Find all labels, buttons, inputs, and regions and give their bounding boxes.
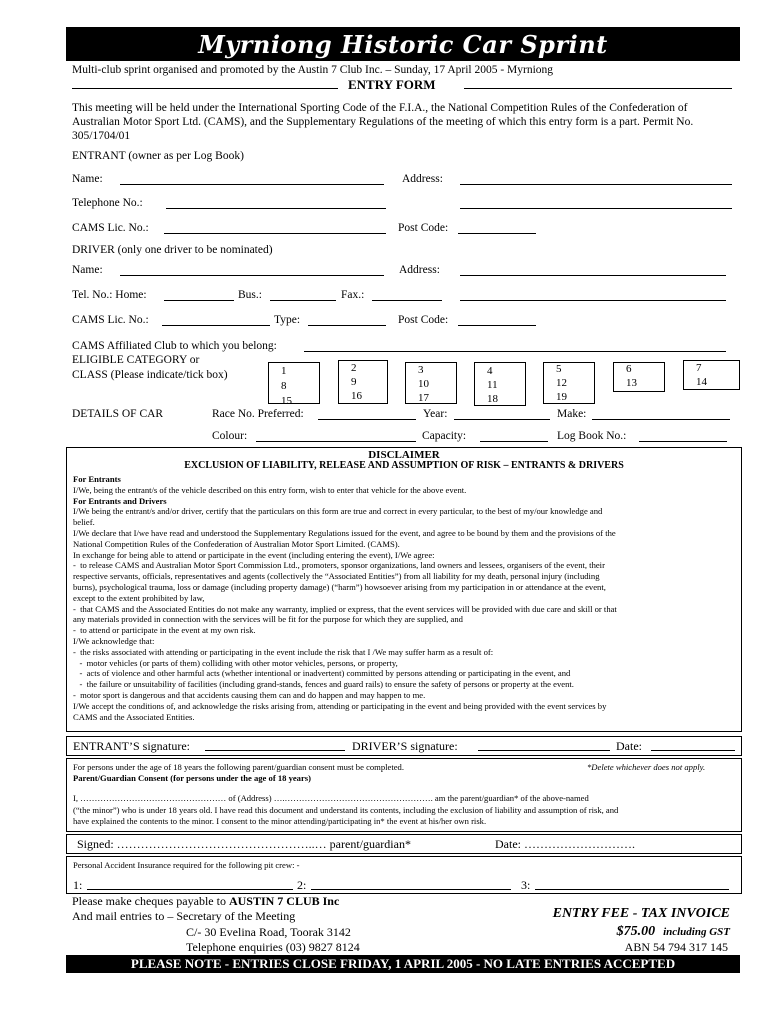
class-box-label: 12 (556, 377, 567, 389)
for-entrants-heading: For Entrants (73, 474, 121, 484)
car-capacity-field[interactable] (480, 441, 548, 442)
entrant-name-label: Name: (72, 173, 103, 185)
payment-line-1-text: Please make cheques payable to (72, 894, 229, 908)
disclaimer-line: - acts of violence and other harmful acts (whether intentional or inadvertent) committed by persons attending or participating in the event, and (73, 668, 571, 679)
class-box-group-7[interactable] (683, 360, 740, 390)
entrant-telephone-field[interactable] (166, 208, 386, 209)
disclaimer-line: - that CAMS and the Associated Entities do not make any warranty, implied or express, that the event services will be provided with due care and skill or that (73, 603, 617, 614)
intro-text: This meeting will be held under the International Sporting Code of the F.I.A., the National Competition Rules of the Confederation of Australian Motor Sport Ltd. (CAMS), and the Supplementary Regulations of the meeting of which this entry form is a part. Permit No. 305/1704/01 (72, 102, 694, 142)
class-box-label: 17 (418, 392, 429, 404)
class-box-label: 2 (351, 362, 357, 374)
minor-heading: Parent/Guardian Consent (for persons under the age of 18 years) (73, 773, 311, 783)
delete-note: *Delete whichever does not apply. (587, 762, 706, 772)
disclaimer-subtitle: EXCLUSION OF LIABILITY, RELEASE AND ASSUMPTION OF RISK – ENTRANTS & DRIVERS (184, 460, 624, 471)
closing-notice: PLEASE NOTE - ENTRIES CLOSE FRIDAY, 1 APRIL 2005 - NO LATE ENTRIES ACCEPTED (66, 955, 740, 973)
disclaimer-line: - the failure or unsuitability of facilities (including grand-stands, fences and guard rails) to ensure the safety of persons or property at the event. (73, 679, 574, 690)
payee-name: AUSTIN 7 CLUB Inc (228, 894, 340, 908)
class-box-group-2[interactable] (338, 360, 388, 404)
driver-address-field[interactable] (460, 275, 726, 276)
car-logbook-label: Log Book No.: (557, 430, 627, 442)
disclaimer-line: I/We acknowledge that: (73, 635, 155, 646)
title-bar (66, 27, 740, 61)
driver-signature-field[interactable] (478, 750, 610, 751)
driver-name-label: Name: (72, 264, 103, 276)
abn: ABN 54 794 317 145 (624, 940, 728, 954)
driver-postcode-label: Post Code: (398, 314, 449, 326)
disclaimer-line: respective servants, officials, representatives and agents (collectively the “Associated Entities”) from all liability for my death, personal injury (including (73, 571, 600, 582)
class-box-group-1[interactable] (268, 362, 320, 407)
minor-note: For persons under the age of 18 years the following parent/guardian consent must be completed. (73, 762, 405, 772)
car-colour-field[interactable] (256, 441, 416, 442)
disclaimer-line: In exchange for being able to attend or participate in the event (including entering the event), I/We agree: (73, 549, 435, 560)
guardian-signed-field[interactable]: Signed: …………………………………………..… parent/guardian* (77, 837, 411, 851)
entrant-signature-label: ENTRANT’S signature: (73, 739, 190, 753)
disclaimer-p1: I/We, being the entrant/s of the vehicle described on this entry form, wish to enter that vehicle for the above event. (73, 484, 467, 495)
class-box-label: 15 (281, 395, 292, 407)
disclaimer-line: - motor vehicles (or parts of them) colliding with other motor vehicles, persons, or property, (73, 657, 398, 668)
car-capacity-label: Capacity: (422, 430, 467, 442)
car-year-label: Year: (423, 408, 448, 420)
minor-consent-box (66, 758, 742, 832)
entrant-telephone-label: Telephone No.: (72, 197, 143, 209)
driver-fax-label: Fax.: (341, 289, 365, 301)
class-box-group-3[interactable] (405, 362, 457, 404)
page-title: Myrniong Historic Car Sprint (198, 29, 608, 59)
disclaimer-line: except to the extent prohibited by law, (73, 592, 205, 603)
disclaimer-line: - motor sport is dangerous and that accidents causing them can and do happen and may happen to me. (73, 689, 426, 700)
entrant-cams-field[interactable] (164, 233, 386, 234)
pit-crew-1-field[interactable] (87, 889, 293, 890)
driver-signature-label: DRIVER’S signature: (352, 739, 458, 753)
class-box-label: 3 (418, 364, 424, 376)
mail-address: C/- 30 Evelina Road, Toorak 3142 (186, 925, 351, 939)
disclaimer-line: belief. (73, 517, 95, 528)
driver-type-label: Type: (274, 314, 301, 326)
class-box-label: 14 (696, 376, 707, 388)
class-box-label: 19 (556, 391, 567, 403)
entrant-address-label: Address: (402, 173, 443, 185)
entrant-cams-label: CAMS Lic. No.: (72, 222, 149, 234)
entrant-signature-field[interactable] (205, 750, 345, 751)
disclaimer-line: - to attend or participate in the event at my own risk. (73, 625, 256, 636)
class-box-label: 10 (418, 378, 429, 390)
disclaimer-line: - to release CAMS and Australian Motor Sport Commission Ltd., promoters, sponsor organizations, land owners and lessees, organisers of the event, their (73, 560, 605, 571)
car-make-field[interactable] (592, 419, 730, 420)
car-logbook-field[interactable] (639, 441, 727, 442)
entry-fee-title: ENTRY FEE - TAX INVOICE (552, 906, 730, 921)
driver-heading: DRIVER (only one driver to be nominated) (72, 244, 273, 256)
class-box-label: 5 (556, 363, 562, 375)
class-box-group-5[interactable] (543, 362, 595, 404)
entrant-address-field[interactable] (460, 184, 732, 185)
class-box-label: 9 (351, 376, 357, 388)
driver-address-field-2[interactable] (460, 300, 726, 301)
driver-name-field[interactable] (120, 275, 384, 276)
disclaimer-line: - the risks associated with attending or participating in the event include the risk that I /We may suffer harm as a result of: (73, 646, 494, 657)
driver-postcode-field[interactable] (458, 325, 536, 326)
disclaimer-line: I/We accept the conditions of, and acknowledge the risks arising from, attending or participating in the event and being provided with the event services by (73, 700, 607, 711)
signature-row (66, 736, 742, 756)
driver-tel-home-label: Tel. No.: Home: (72, 289, 147, 301)
pit-crew-2-field[interactable] (311, 889, 511, 890)
club-field[interactable] (304, 351, 726, 352)
entrant-postcode-field[interactable] (458, 233, 536, 234)
disclaimer-line: CAMS and the Associated Entities. (73, 711, 195, 722)
class-box-label: 16 (351, 390, 362, 402)
guardian-signature-row (66, 834, 742, 854)
entrant-postcode-label: Post Code: (398, 222, 449, 234)
minor-line-1: I, …………………………………………… of (Address) ….……………………………………………. am the parent/guardian* of the above-named (73, 793, 589, 803)
class-box-group-6[interactable] (613, 362, 665, 392)
driver-cams-label: CAMS Lic. No.: (72, 314, 149, 326)
driver-tel-bus-label: Bus.: (238, 289, 262, 301)
class-box-group-4[interactable] (474, 362, 526, 406)
category-label-2: CLASS (Please indicate/tick box) (72, 369, 228, 381)
entrant-heading: ENTRANT (owner as per Log Book) (72, 150, 244, 162)
car-year-field[interactable] (454, 419, 550, 420)
car-heading: DETAILS OF CAR (72, 408, 164, 420)
disclaimer-line: burns), psychological trauma, loss or damage (including property damage) (“harm”) howsoever arising from my participation in or attendance at the event, (73, 581, 606, 592)
driver-cams-field[interactable] (162, 325, 270, 326)
class-box-label: 7 (696, 362, 702, 374)
class-box-label: 4 (487, 365, 493, 377)
form-title: ENTRY FORM (348, 77, 436, 92)
pit-crew-box (66, 856, 742, 894)
disclaimer-line: I/We being the entrant/s and/or driver, certify that the particulars on this form are true and correct in every particular, to the best of my/our knowledge and (73, 506, 603, 517)
car-race-no-label: Race No. Preferred: (212, 408, 304, 420)
club-label: CAMS Affiliated Club to which you belong: (72, 340, 277, 352)
signature-date-field[interactable] (651, 750, 735, 751)
disclaimer-line: any materials provided in connection with the services will be fit for the purpose for which they are supplied, and (73, 614, 463, 625)
signature-date-label: Date: (616, 739, 642, 753)
entry-fee-gst: including GST (663, 926, 730, 938)
payment-line-2: And mail entries to – Secretary of the Meeting (72, 909, 296, 923)
subtitle: Multi-club sprint organised and promoted by the Austin 7 Club Inc. – Sunday, 17 April 2005 - Myrniong (72, 64, 554, 76)
disclaimer-line: National Competition Rules of the Confederation of Australian Motor Sport Limited. (CAMS). (73, 538, 400, 549)
car-race-no-field[interactable] (318, 419, 416, 420)
pit-crew-3-label: 3: (521, 878, 531, 892)
pit-crew-1-label: 1: (73, 878, 83, 892)
class-box-label: 18 (487, 393, 498, 405)
car-make-label: Make: (557, 408, 587, 420)
phone-enquiries: Telephone enquiries (03) 9827 8124 (186, 940, 360, 954)
disclaimer-title: DISCLAIMER (368, 449, 440, 461)
for-both-heading: For Entrants and Drivers (73, 495, 167, 506)
category-label-1: ELIGIBLE CATEGORY or (72, 354, 200, 366)
disclaimer-box (66, 447, 742, 732)
class-box-label: 1 (281, 365, 287, 377)
disclaimer-lines (73, 506, 735, 722)
entrant-address-field-2[interactable] (460, 208, 732, 209)
driver-address-label: Address: (399, 264, 440, 276)
disclaimer-line: I/We declare that I/we have read and understood the Supplementary Regulations issued for the event, and agree to be bound by them and the provisions of the (73, 527, 616, 538)
class-box-label: 8 (281, 380, 287, 392)
driver-type-field[interactable] (308, 325, 386, 326)
pit-crew-label: Personal Accident Insurance required for the following pit crew: - (73, 860, 300, 870)
pit-crew-2-label: 2: (297, 878, 307, 892)
form-title-row (72, 77, 738, 93)
minor-line-3: have explained the contents to the minor. I consent to the minor attending/participating in* the event at his/her own risk. (73, 816, 487, 826)
payment-line-1 (72, 894, 339, 909)
guardian-date-field[interactable]: Date: ………………………. (495, 837, 635, 851)
driver-tel-home-field[interactable] (164, 300, 234, 301)
entrant-name-field[interactable] (120, 184, 384, 185)
class-box-label: 6 (626, 363, 632, 375)
driver-tel-bus-field[interactable] (270, 300, 336, 301)
car-colour-label: Colour: (212, 430, 248, 442)
driver-fax-field[interactable] (372, 300, 442, 301)
class-box-label: 13 (626, 377, 637, 389)
minor-line-2: (“the minor”) who is under 18 years old. I have read this document and understand its contents, including the exclusion of liability and assumption of risk, and (73, 805, 619, 815)
entry-fee-amount: $75.00 (616, 924, 656, 939)
pit-crew-3-field[interactable] (535, 889, 729, 890)
entry-fee-amount-row (617, 922, 730, 940)
class-box-label: 11 (487, 379, 498, 391)
